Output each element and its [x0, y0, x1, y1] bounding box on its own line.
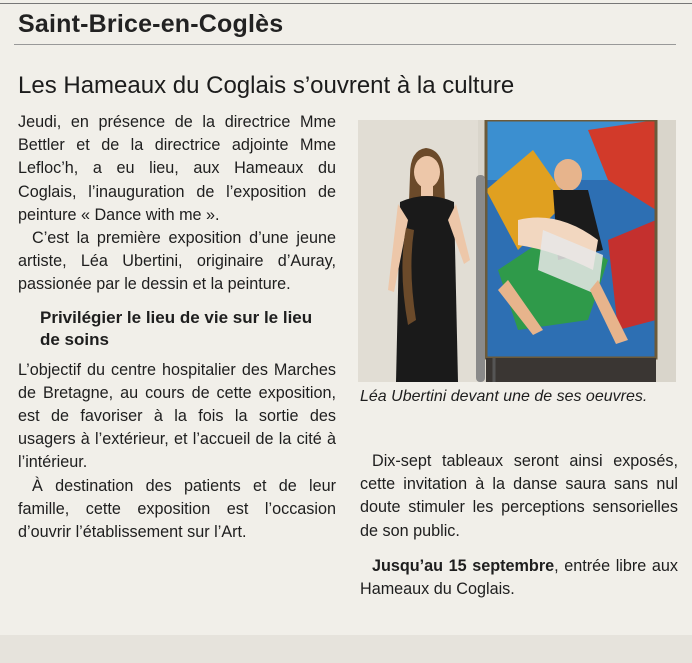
photo-caption: Léa Ubertini devant une de ses oeuvres. — [360, 388, 648, 405]
paragraph-intro: Jeudi, en présence de la directrice Mme Bettler et de la directrice adjointe Mme Lefloc’h, a eu lieu, aux Hameaux du Coglais, l’inauguration de l’exposition de peinture « Dance with me ». — [18, 113, 336, 224]
paragraph-dates — [360, 555, 678, 601]
article-headline: Les Hameaux du Coglais s’ouvrent à la culture — [18, 72, 515, 99]
bottom-bleed — [0, 635, 692, 663]
left-column — [18, 111, 336, 544]
paragraph-artist: C’est la première exposition d’une jeune artiste, Léa Ubertini, originaire d’Auray, passionée par le dessin et la peinture. — [18, 229, 336, 294]
top-rule — [0, 3, 692, 4]
date-rest: , entrée libre aux Hameaux du Coglais. — [360, 556, 678, 599]
section-title: Saint-Brice-en-Coglès — [18, 10, 284, 38]
right-column — [360, 450, 678, 601]
subheading: Privilégier le lieu de vie sur le lieu de soins — [40, 307, 313, 349]
article-photo — [358, 120, 676, 382]
painting — [486, 120, 656, 382]
paragraph-destination: À destination des patients et de leur famille, cette exposition est l’occasion d’ouvrir l’établissement sur l’Art. — [18, 476, 336, 542]
paragraph-objective: L’objectif du centre hospitalier des Marches de Bretagne, au cours de cette exposition, est de favoriser à la fois la sortie des usagers à l’extérieur, et l’accueil de la cité à l’intérieur. — [18, 360, 336, 472]
photo-illustration — [358, 120, 676, 382]
paragraph-paintings: Dix-sept tableaux seront ainsi exposés, cette invitation à la danse saura sans nul doute stimuler les perceptions sensorielles de son public. — [360, 452, 678, 540]
date-highlight: Jusqu’au 15 septembre — [372, 556, 555, 575]
section-rule — [14, 44, 676, 45]
